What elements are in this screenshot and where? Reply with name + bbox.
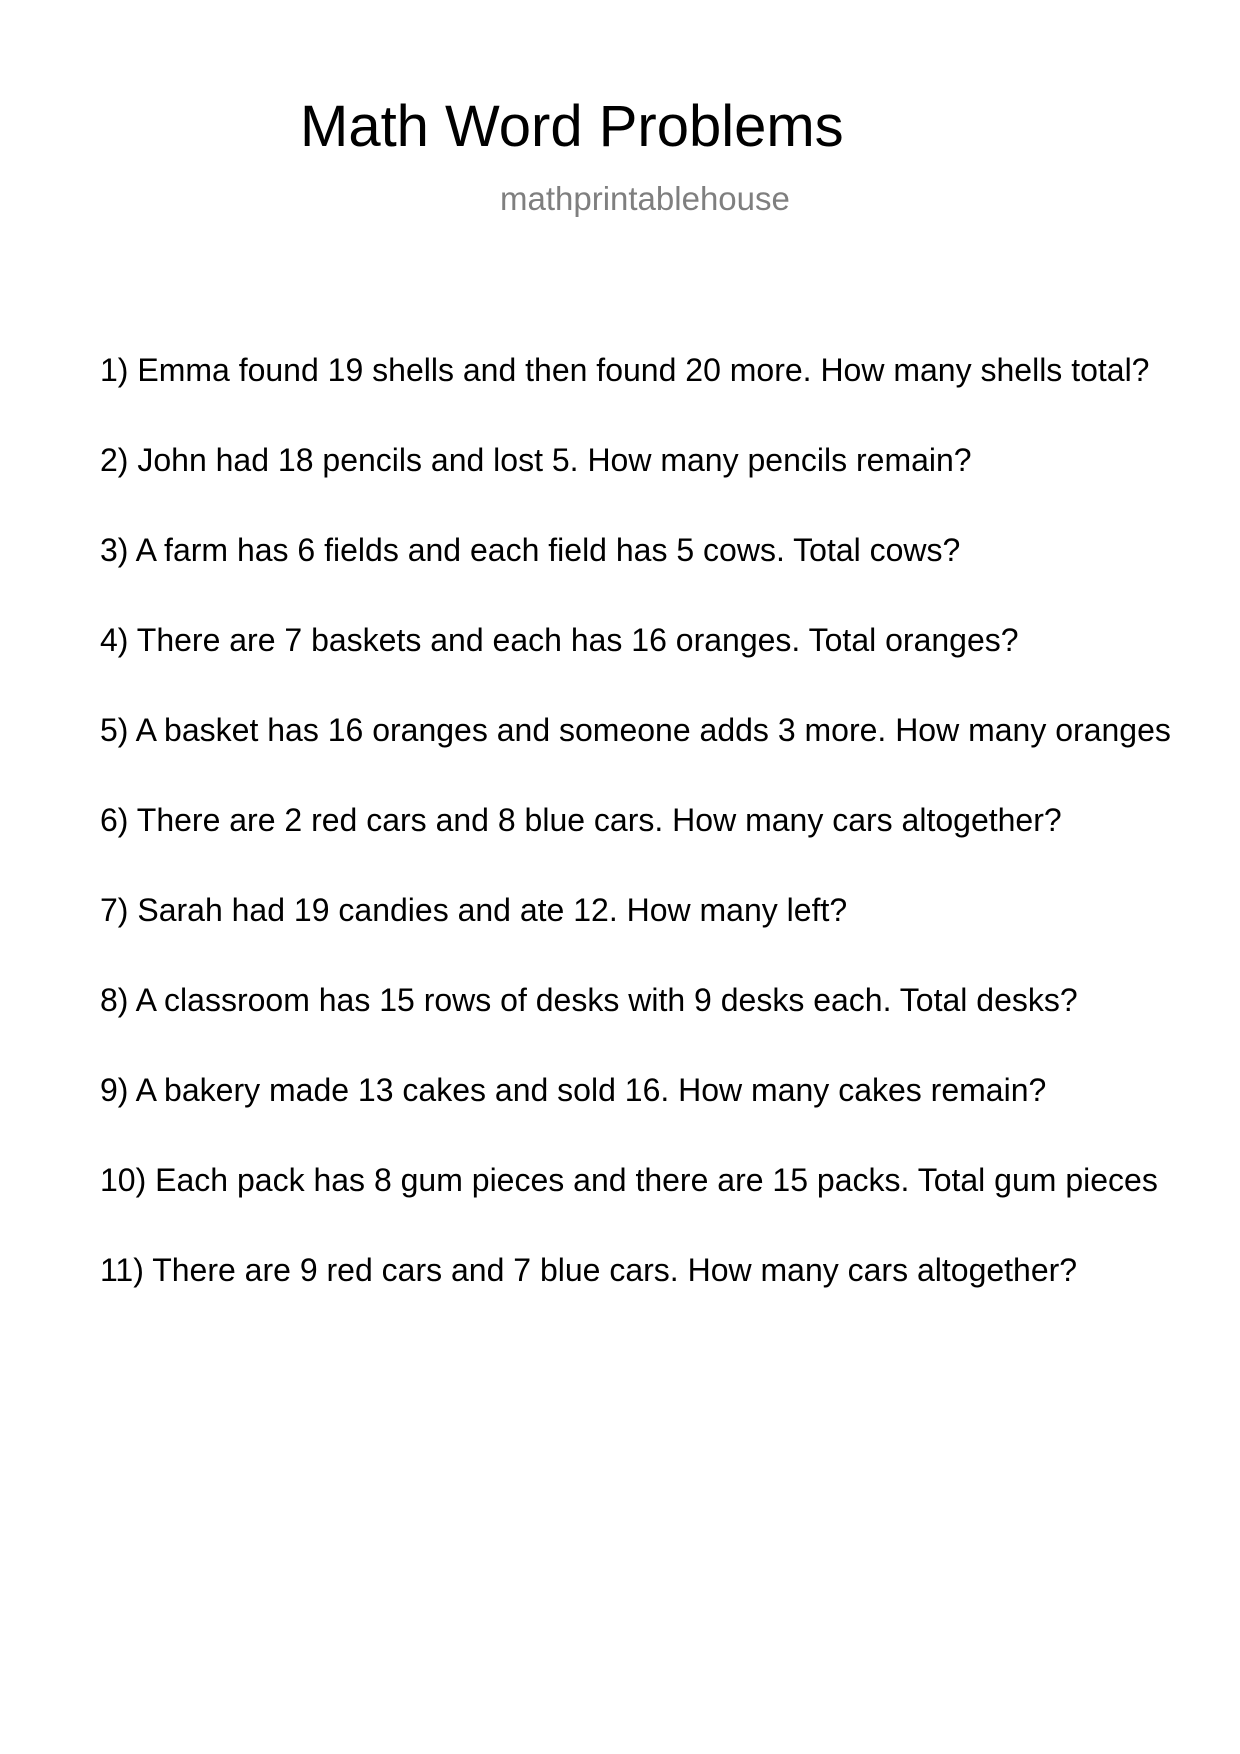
problem-item: 5) A basket has 16 oranges and someone adds 3 more. How many oranges: [100, 712, 1171, 748]
problem-item: 6) There are 2 red cars and 8 blue cars. How many cars altogether?: [100, 802, 1062, 838]
problem-item: 7) Sarah had 19 candies and ate 12. How many left?: [100, 892, 848, 928]
problem-item: 11) There are 9 red cars and 7 blue cars. How many cars altogether?: [100, 1252, 1078, 1288]
problem-list: [100, 351, 1240, 1341]
problem-item: 10) Each pack has 8 gum pieces and there are 15 packs. Total gum pieces: [100, 1162, 1158, 1198]
problem-item: 9) A bakery made 13 cakes and sold 16. How many cakes remain?: [100, 1072, 1047, 1108]
page-title: Math Word Problems: [300, 94, 844, 159]
problem-item: 8) A classroom has 15 rows of desks with 9 desks each. Total desks?: [100, 982, 1078, 1018]
source-label: mathprintablehouse: [500, 180, 790, 217]
problem-item: 3) A farm has 6 fields and each field has 5 cows. Total cows?: [100, 532, 961, 568]
problem-item: 1) Emma found 19 shells and then found 20 more. How many shells total?: [100, 352, 1150, 388]
problem-item: 2) John had 18 pencils and lost 5. How many pencils remain?: [100, 442, 972, 478]
problem-item: 4) There are 7 baskets and each has 16 oranges. Total oranges?: [100, 622, 1019, 658]
